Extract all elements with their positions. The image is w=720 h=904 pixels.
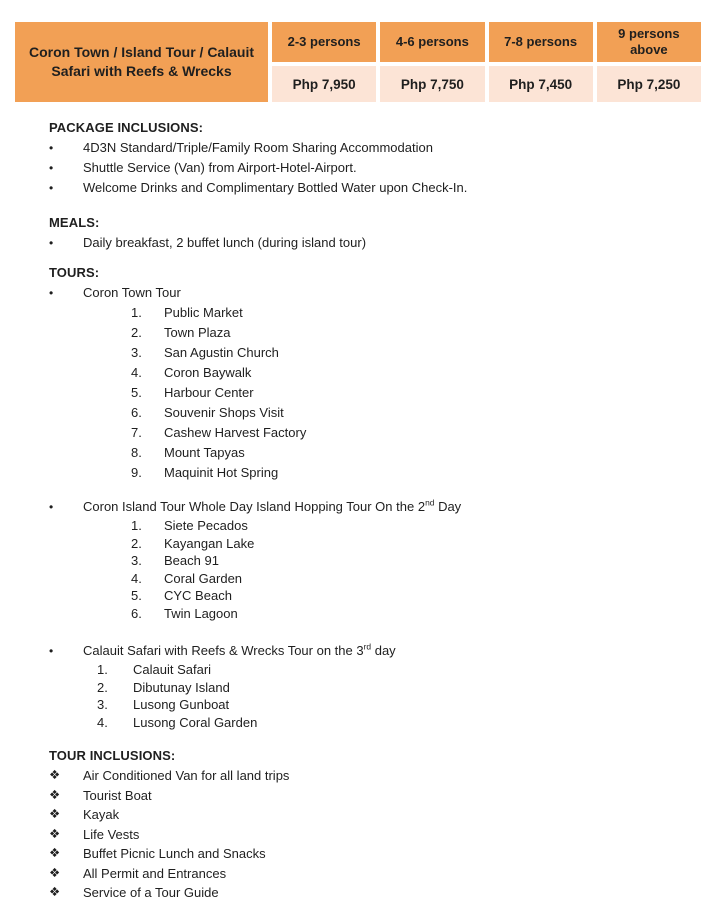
- list-item: Kayangan Lake: [164, 535, 255, 551]
- tour-title-suffix: day: [371, 643, 396, 658]
- list-item: CYC Beach: [164, 588, 232, 603]
- tour-inclusions-heading: TOUR INCLUSIONS:: [49, 748, 176, 763]
- tours-heading: TOURS:: [49, 265, 100, 280]
- tour-title-text: Calauit Safari with Reefs & Wrecks Tour on the 3: [83, 643, 364, 658]
- content: [49, 112, 694, 903]
- list-item: [49, 158, 694, 178]
- list-item: Coron Baywalk: [164, 365, 252, 380]
- list-item: Calauit Safari: [133, 662, 212, 677]
- list-item: Lusong Coral Garden: [133, 714, 258, 730]
- list-item-label: Welcome Drinks and Complimentary Bottled Water upon Check-In.: [83, 180, 468, 195]
- list-item: [49, 178, 694, 198]
- meals-heading: MEALS:: [49, 215, 100, 230]
- persons-header-cell: 2-3 persons: [272, 22, 376, 62]
- price-columns: [272, 22, 701, 102]
- tour-stop-list: [49, 517, 694, 622]
- bullet-icon: •: [49, 644, 54, 658]
- list-item: Mount Tapyas: [164, 445, 245, 460]
- tour-group-title: [49, 283, 694, 303]
- tour-group-title-label: [83, 283, 694, 303]
- list-item: Siete Pecados: [164, 518, 248, 533]
- diamond-bullet-icon: ❖: [49, 826, 61, 841]
- tour-title-sup: rd: [363, 641, 372, 652]
- persons-header-cell: 9 persons above: [597, 22, 701, 62]
- tour-stop-list: [49, 303, 694, 483]
- package-inclusions-heading: PACKAGE INCLUSIONS:: [49, 120, 204, 135]
- bullet-icon: •: [49, 500, 54, 514]
- list-item: [49, 825, 694, 845]
- list-item-label: All Permit and Entrances: [83, 865, 227, 881]
- tour-title-cell: Coron Town / Island Tour / Calauit Safari with Reefs & Wrecks: [15, 22, 268, 102]
- diamond-bullet-icon: ❖: [49, 865, 61, 880]
- tour-group-title-label: [83, 497, 694, 517]
- persons-header-cell: 7-8 persons: [489, 22, 593, 62]
- list-item-label: Air Conditioned Van for all land trips: [83, 768, 290, 783]
- list-item: [49, 786, 694, 806]
- list-item: [49, 138, 694, 158]
- list-item-label: Buffet Picnic Lunch and Snacks: [83, 846, 266, 861]
- diamond-bullet-icon: ❖: [49, 846, 61, 860]
- list-item-label: 4D3N Standard/Triple/Family Room Sharing Accommodation: [83, 140, 433, 155]
- diamond-bullet-icon: ❖: [49, 885, 61, 899]
- list-item: [49, 864, 694, 884]
- list-item: [49, 844, 694, 864]
- tour-title-text: Coron Island Tour Whole Day Island Hopping Tour On the 2: [83, 499, 426, 514]
- tour-group-title: [49, 641, 694, 661]
- list-item: [49, 883, 694, 903]
- tour-title-sup: nd: [425, 497, 435, 508]
- list-item: Lusong Gunboat: [133, 697, 230, 712]
- list-item-label: Shuttle Service (Van) from Airport-Hotel-Airport.: [83, 160, 357, 175]
- list-item-label: Tourist Boat: [83, 787, 152, 803]
- price-cell: Php 7,750: [380, 66, 484, 102]
- list-item: Beach 91: [164, 553, 219, 568]
- price-cell: Php 7,450: [489, 66, 593, 102]
- tour-title-suffix: Day: [434, 499, 462, 514]
- list-item: San Agustin Church: [164, 345, 279, 360]
- bullet-icon: •: [49, 286, 54, 300]
- list-item-label: Daily breakfast, 2 buffet lunch (during island tour): [83, 235, 367, 250]
- price-cell: Php 7,950: [272, 66, 376, 102]
- list-item: Twin Lagoon: [164, 605, 238, 621]
- bullet-icon: •: [49, 141, 54, 155]
- bullet-icon: •: [49, 236, 54, 250]
- list-item: Dibutunay Island: [133, 679, 230, 695]
- diamond-bullet-icon: ❖: [49, 787, 61, 802]
- list-item: [49, 233, 694, 253]
- tour-group-title-label: [83, 641, 694, 661]
- list-item: Maquinit Hot Spring: [164, 465, 279, 480]
- price-table: [15, 22, 701, 102]
- list-item-label: Service of a Tour Guide: [83, 885, 219, 900]
- list-item: [49, 766, 694, 786]
- list-item: Town Plaza: [164, 325, 231, 340]
- list-item-label: Kayak: [83, 807, 120, 822]
- list-item: Public Market: [164, 305, 243, 320]
- price-cell: Php 7,250: [597, 66, 701, 102]
- diamond-bullet-icon: ❖: [49, 768, 61, 782]
- tour-stop-list: [49, 661, 694, 731]
- list-item: Cashew Harvest Factory: [164, 425, 307, 440]
- list-item-label: Life Vests: [83, 826, 140, 842]
- list-item: Harbour Center: [164, 385, 254, 400]
- list-item: [49, 805, 694, 825]
- persons-header-cell: 4-6 persons: [380, 22, 484, 62]
- tour-group-title: [49, 497, 694, 517]
- bullet-icon: •: [49, 181, 54, 195]
- bullet-icon: •: [49, 161, 54, 175]
- list-item: Souvenir Shops Visit: [164, 405, 284, 420]
- tour-title-text: Coron Town Tour: [83, 285, 181, 300]
- list-item: Coral Garden: [164, 570, 243, 586]
- diamond-bullet-icon: ❖: [49, 807, 61, 821]
